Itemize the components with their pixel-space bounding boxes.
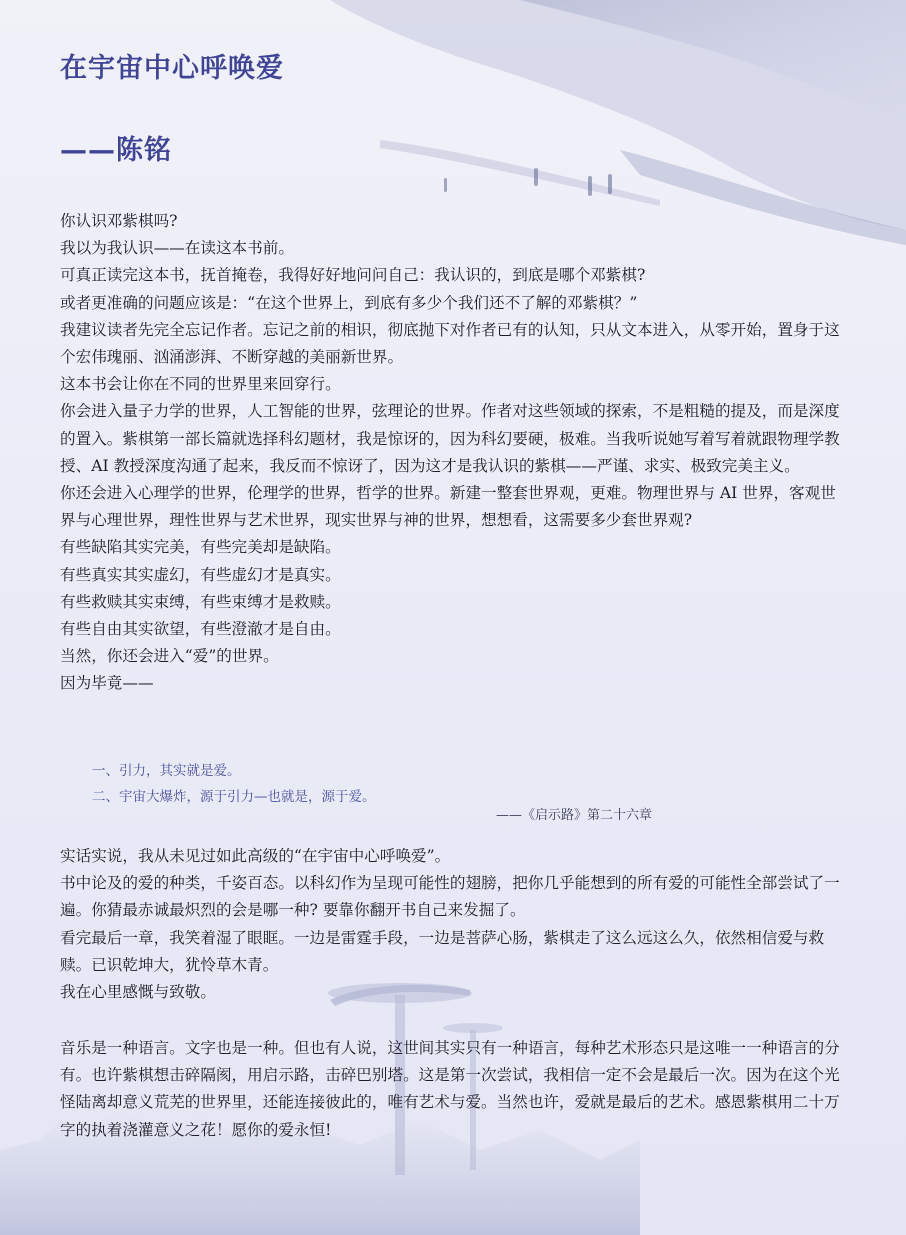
paragraph: 有些救赎其实束缚，有些束缚才是救赎。: [60, 592, 341, 611]
paragraph: 这本书会让你在不同的世界里来回穿行。: [60, 375, 341, 394]
quote-block: [92, 758, 652, 810]
body-section-3: [60, 1035, 855, 1144]
paragraph: 可真正读完这本书，抚首掩卷，我得好好地问问自己：我认识的，到底是哪个邓紫棋?: [60, 266, 646, 285]
body-section-2: [60, 843, 850, 1006]
paragraph: 当然，你还会进入“爱”的世界。: [60, 647, 279, 666]
paragraph: 有些自由其实欲望，有些澄澈才是自由。: [60, 620, 341, 639]
paragraph: 有些缺陷其实完美，有些完美却是缺陷。: [60, 538, 341, 557]
paragraph: 看完最后一章，我笑着湿了眼眶。一边是雷霆手段，一边是菩萨心肠，紫棋走了这么远这么久，依然相信爱与救赎。已识乾坤大，犹怜草木青。: [60, 928, 825, 974]
paragraph: 有些真实其实虚幻，有些虚幻才是真实。: [60, 565, 341, 584]
article-author: ——陈铭: [60, 135, 172, 166]
paragraph: 你认识邓紫棋吗?: [60, 212, 178, 230]
paragraph: 实话实说，我从未见过如此高级的“在宇宙中心呼唤爱”。: [60, 847, 451, 865]
paragraph: 书中论及的爱的种类，千姿百态。以科幻作为呈现可能性的翅膀，把你几乎能想到的所有爱的可能性全部尝试了一遍。你猜最赤诚最炽烈的会是哪一种? 要靠你翻开书自己来发掘了。: [60, 874, 840, 920]
body-section-1: [60, 208, 850, 698]
quote-line: 二、宇宙大爆炸，源于引力—也就是，源于爱。: [92, 789, 376, 805]
paragraph: 音乐是一种语言。文字也是一种。但也有人说，这世间其实只有一种语言，每种艺术形态只是这唯一一种语言的分有。也许紫棋想击碎隔阂，用启示路，击碎巴别塔。这是第一次尝试，我相信一定不会是最后一次。因为在这个光怪陆离却意义荒芜的世界里，还能连接彼此的，唯有艺术与爱。当然也许，爱就是最后的艺术。感恩紫棋用二十万字的执着浇灌意义之花！愿你的爱永恒!: [60, 1039, 840, 1139]
paragraph: 我以为我认识——在读这本书前。: [60, 239, 294, 258]
paragraph: 我在心里感慨与致敬。: [60, 983, 216, 1002]
paragraph: 我建议读者先完全忘记作者。忘记之前的相识，彻底抛下对作者已有的认知，只从文本进入，从零开始，置身于这个宏伟瑰丽、汹涌澎湃、不断穿越的美丽新世界。: [60, 320, 840, 367]
paragraph: 你还会进入心理学的世界，伦理学的世界，哲学的世界。新建一整套世界观，更难。物理世界与 AI 世界，客观世界与心理世界，理性世界与艺术世界，现实世界与神的世界，想想看，这需要多少套世界观?: [60, 484, 836, 530]
article-title: 在宇宙中心呼唤爱: [60, 53, 284, 84]
paragraph: 你会进入量子力学的世界，人工智能的世界，弦理论的世界。作者对这些领域的探索，不是粗糙的提及，而是深度的置入。紫棋第一部长篇就选择科幻题材，我是惊讶的，因为科幻要硬，极难。当我听说她写着写着就跟物理学教授、AI 教授深度沟通了起来，我反而不惊讶了，因为这才是我认识的紫棋——严谨、求实、极致完美主义。: [60, 402, 840, 475]
quote-source: ——《启示路》第二十六章: [496, 808, 653, 823]
paragraph: 或者更准确的问题应该是：“在这个世界上，到底有多少个我们还不了解的邓紫棋？”: [60, 293, 638, 312]
quote-line: 一、引力，其实就是爱。: [92, 763, 241, 779]
paragraph: 因为毕竟——: [60, 674, 154, 693]
